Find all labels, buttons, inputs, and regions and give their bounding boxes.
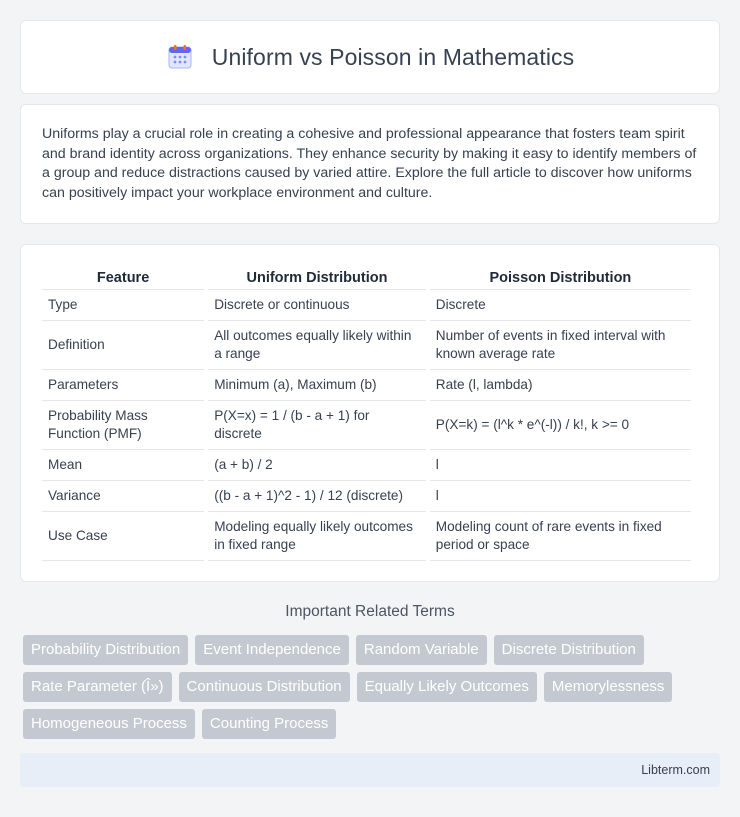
- header-card: [20, 20, 720, 94]
- table-header-cell: Feature: [42, 265, 204, 290]
- table-cell: Modeling equally likely outcomes in fixed range: [208, 512, 426, 561]
- term-tag-rate-parameter[interactable]: Rate Parameter (Î»): [23, 672, 172, 702]
- intro-text: Uniforms play a crucial role in creating a cohesive and professional appearance that fosters team spirit and brand identity across organizations. They enhance security by making it easy to identify members of a group and reduce distractions caused by varied attire. Explore the full article to discover how uniforms can positively impact your workplace environment and culture.: [42, 126, 697, 201]
- table-cell: Variance: [42, 481, 204, 512]
- table-cell: Number of events in fixed interval with known average rate: [430, 321, 691, 370]
- table-cell: Definition: [42, 321, 204, 370]
- comparison-table: [38, 265, 695, 561]
- table-cell: Minimum (a), Maximum (b): [208, 370, 426, 401]
- related-terms-title: Important Related Terms: [285, 603, 455, 620]
- term-tag-homogeneous-process[interactable]: Homogeneous Process: [23, 709, 195, 739]
- calendar-icon: [166, 43, 194, 71]
- table-cell: Discrete or continuous: [208, 290, 426, 321]
- footer: [20, 753, 720, 787]
- table-cell: Type: [42, 290, 204, 321]
- table-cell: ((b - a + 1)^2 - 1) / 12 (discrete): [208, 481, 426, 512]
- table-cell: P(X=x) = 1 / (b - a + 1) for discrete: [208, 401, 426, 450]
- term-tag-discrete-distribution[interactable]: Discrete Distribution: [494, 635, 644, 665]
- table-cell: Discrete: [430, 290, 691, 321]
- page-title: Uniform vs Poisson in Mathematics: [211, 43, 575, 70]
- comparison-table-card: [20, 244, 720, 582]
- table-header-cell: Uniform Distribution: [208, 265, 426, 290]
- term-tag-continuous-distribution[interactable]: Continuous Distribution: [179, 672, 350, 702]
- table-row: [42, 512, 691, 561]
- table-cell: Parameters: [42, 370, 204, 401]
- table-header-cell: Poisson Distribution: [430, 265, 691, 290]
- table-row: [42, 290, 691, 321]
- table-cell: Use Case: [42, 512, 204, 561]
- term-tag-random-variable[interactable]: Random Variable: [356, 635, 487, 665]
- term-tag-counting-process[interactable]: Counting Process: [202, 709, 336, 739]
- intro-card: [20, 104, 720, 224]
- term-tag-event-independence[interactable]: Event Independence: [195, 635, 349, 665]
- table-cell: P(X=k) = (l^k * e^(-l)) / k!, k >= 0: [430, 401, 691, 450]
- table-row: [42, 450, 691, 481]
- table-cell: Rate (l, lambda): [430, 370, 691, 401]
- table-cell: All outcomes equally likely within a range: [208, 321, 426, 370]
- table-cell: Mean: [42, 450, 204, 481]
- table-row: [42, 370, 691, 401]
- term-tag-equally-likely-outcomes[interactable]: Equally Likely Outcomes: [357, 672, 537, 702]
- related-terms-list: [23, 635, 723, 739]
- footer-brand-link[interactable]: Libterm.com: [641, 763, 710, 777]
- table-row: [42, 481, 691, 512]
- table-cell: l: [430, 481, 691, 512]
- table-row: [42, 321, 691, 370]
- table-cell: Probability Mass Function (PMF): [42, 401, 204, 450]
- term-tag-probability-distribution[interactable]: Probability Distribution: [23, 635, 188, 665]
- table-cell: (a + b) / 2: [208, 450, 426, 481]
- table-row: [42, 401, 691, 450]
- table-cell: Modeling count of rare events in fixed period or space: [430, 512, 691, 561]
- term-tag-memorylessness[interactable]: Memorylessness: [544, 672, 673, 702]
- table-header-row: [42, 265, 691, 290]
- table-cell: l: [430, 450, 691, 481]
